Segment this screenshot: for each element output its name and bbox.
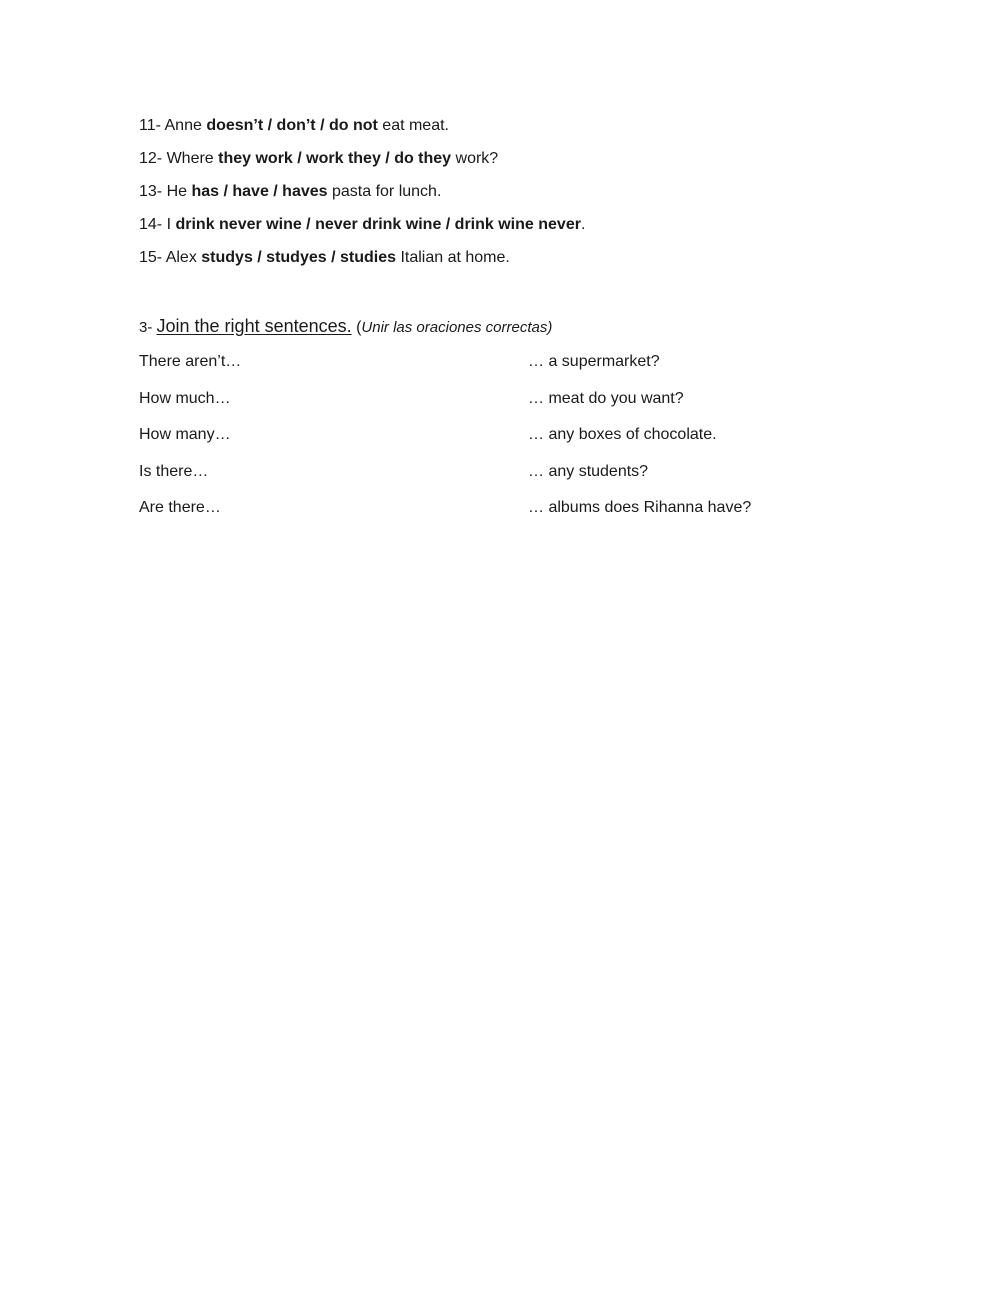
- match-left-item: How many…: [139, 426, 231, 443]
- exercise-item-14: [139, 215, 899, 248]
- section-title: Join the right sentences.: [156, 316, 352, 336]
- item-suffix: Italian at home.: [396, 249, 510, 266]
- exercise-items: [139, 116, 899, 281]
- match-row: [139, 425, 899, 462]
- section-number: 3-: [139, 319, 157, 336]
- item-prefix: 14- I: [139, 216, 176, 233]
- match-left-item: Is there…: [139, 462, 209, 480]
- match-right-item: … any boxes of chocolate.: [528, 426, 717, 443]
- item-prefix: 15- Alex: [139, 249, 202, 266]
- match-left-item: Are there…: [139, 499, 221, 516]
- item-options: they work / work they / do they: [218, 150, 452, 167]
- match-right-item: … a supermarket?: [528, 353, 660, 370]
- item-options: drink never wine / never drink wine / drink wine never: [175, 216, 581, 233]
- exercise-item-12: [139, 149, 899, 182]
- item-suffix: pasta for lunch.: [327, 183, 442, 200]
- match-left-item: There aren’t…: [139, 353, 242, 370]
- item-suffix: work?: [451, 150, 499, 167]
- item-options: studys / studyes / studies: [201, 249, 396, 266]
- match-row: [139, 462, 899, 499]
- item-prefix: 13- He: [139, 183, 192, 200]
- section-translation: Unir las oraciones correctas): [361, 319, 553, 336]
- matching-exercise: [139, 352, 899, 535]
- item-suffix: eat meat.: [377, 117, 449, 134]
- exercise-item-11: [139, 116, 899, 149]
- match-right-item: … meat do you want?: [528, 389, 684, 407]
- item-suffix: .: [580, 216, 586, 233]
- item-prefix: 11- Anne: [139, 117, 207, 134]
- exercise-item-13: [139, 182, 899, 215]
- paren-open: (: [351, 319, 362, 336]
- section-3-heading: [139, 314, 552, 340]
- match-row: [139, 498, 899, 535]
- match-right-item: … any students?: [528, 462, 649, 480]
- match-row: [139, 352, 899, 389]
- match-right-item: … albums does Rihanna have?: [528, 499, 752, 516]
- item-options: has / have / haves: [191, 183, 328, 200]
- match-row: [139, 389, 899, 426]
- match-left-item: How much…: [139, 389, 231, 407]
- item-options: doesn’t / don’t / do not: [206, 117, 378, 134]
- item-prefix: 12- Where: [139, 150, 219, 167]
- exercise-item-15: [139, 248, 899, 281]
